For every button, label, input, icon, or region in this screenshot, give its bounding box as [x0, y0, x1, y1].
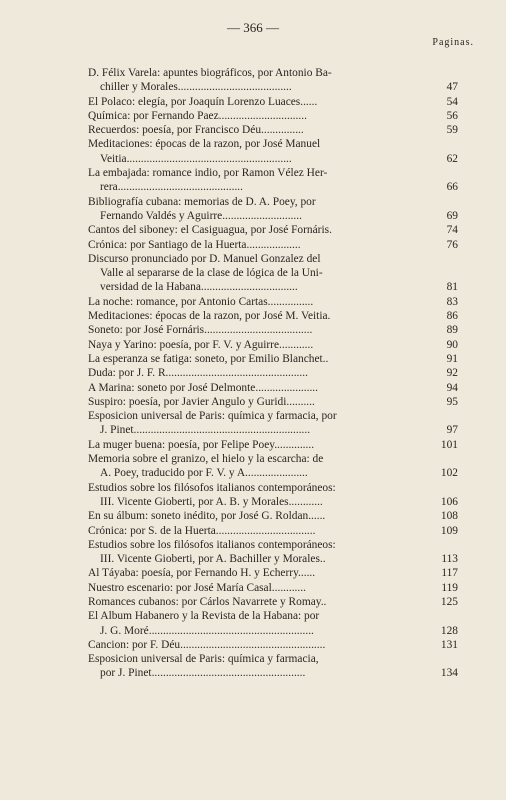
- toc-entry-text: Romances cubanos: por Cárlos Navarrete y Romay..: [88, 595, 327, 608]
- toc-entry-page: 97: [446, 424, 458, 437]
- toc-entry-text: rera............................................: [100, 181, 243, 194]
- toc-entry-text: Memoria sobre el granizo, el hielo y la escarcha: de: [88, 453, 324, 466]
- toc-entry-line: [88, 366, 458, 380]
- toc-entry: [88, 223, 458, 237]
- toc-entry: [88, 481, 458, 510]
- toc-entry-line: [88, 152, 458, 166]
- toc-entry: [88, 452, 458, 481]
- toc-entry-page: 92: [446, 367, 458, 380]
- toc-entry-text: Discurso pronunciado por D. Manuel Gonzalez del: [88, 252, 321, 265]
- toc-entry-page: 54: [446, 95, 458, 108]
- toc-entry: [88, 566, 458, 580]
- toc-entry-line: [88, 509, 458, 523]
- toc-entry-text: III. Vicente Gioberti, por A. Bachiller y Morales..: [100, 553, 326, 566]
- toc-entry: [88, 123, 458, 137]
- toc-entry-text: Crónica: por S. de la Huerta...................................: [88, 524, 316, 537]
- toc-entry: [88, 638, 458, 652]
- toc-entry-line: [88, 137, 458, 151]
- toc-entry-text: En su álbum: soneto inédito, por José G. Roldan......: [88, 510, 326, 523]
- toc-entry-line: [88, 538, 458, 552]
- toc-entry-page: 95: [446, 395, 458, 408]
- toc-entry-line: [88, 252, 458, 266]
- toc-entry-text: Crónica: por Santiago de la Huerta...................: [88, 238, 301, 251]
- toc-entry-page: 62: [446, 152, 458, 165]
- toc-entry-page: 89: [446, 324, 458, 337]
- toc-entry-text: Recuerdos: poesía, por Francisco Déu...............: [88, 124, 304, 137]
- toc-entry-line: [88, 423, 458, 437]
- toc-entry-text: El Polaco: elegía, por Joaquín Lorenzo Luaces......: [88, 95, 318, 108]
- toc-entry-text: J. Pinet..............................................................: [100, 424, 311, 437]
- toc-entry-page: 113: [441, 553, 458, 566]
- toc-entry-text: La noche: romance, por Antonio Cartas................: [88, 295, 314, 308]
- toc-entry-line: [88, 395, 458, 409]
- toc-entry-text: Fernando Valdés y Aguirre............................: [100, 209, 302, 222]
- toc-entry-page: 90: [446, 338, 458, 351]
- toc-entry-line: [88, 481, 458, 495]
- toc-entry-line: [88, 609, 458, 623]
- toc-entry-line: [88, 80, 458, 94]
- toc-entry-text: Cancion: por F. Déu...................................................: [88, 638, 326, 651]
- toc-entry: [88, 166, 458, 195]
- toc-entry-text: Soneto: por José Fornáris......................................: [88, 324, 313, 337]
- toc-entry-line: [88, 438, 458, 452]
- toc-entry-page: 117: [441, 567, 458, 580]
- toc-entry: [88, 352, 458, 366]
- toc-entry-line: [88, 581, 458, 595]
- table-of-contents: [88, 66, 458, 681]
- toc-entry: [88, 338, 458, 352]
- toc-entry-text: Esposicion universal de Paris: química y farmacia, por: [88, 410, 337, 423]
- toc-entry-page: 125: [440, 595, 458, 608]
- toc-entry-text: La muger buena: poesía, por Felipe Poey..............: [88, 438, 315, 451]
- toc-entry-text: La esperanza se fatiga: soneto, por Emilio Blanchet..: [88, 352, 329, 365]
- toc-entry-line: [88, 495, 458, 509]
- toc-entry-text: versidad de la Habana..................................: [100, 281, 298, 294]
- toc-entry-page: 131: [440, 638, 458, 651]
- toc-entry: [88, 509, 458, 523]
- toc-entry-line: [88, 295, 458, 309]
- toc-entry-page: 69: [446, 209, 458, 222]
- toc-entry-text: J. G. Moré..........................................................: [100, 624, 314, 637]
- toc-entry-page: 86: [446, 310, 458, 323]
- toc-entry-text: Química: por Fernando Paez...............................: [88, 109, 307, 122]
- toc-entry: [88, 381, 458, 395]
- toc-entry: [88, 366, 458, 380]
- toc-entry-page: 128: [440, 624, 458, 637]
- toc-entry-text: Nuestro escenario: por José María Casal............: [88, 581, 306, 594]
- toc-entry-page: 94: [446, 381, 458, 394]
- toc-entry-text: Bibliografía cubana: memorias de D. A. Poey, por: [88, 195, 316, 208]
- toc-entry: [88, 238, 458, 252]
- toc-entry-page: 81: [446, 281, 458, 294]
- toc-entry-page: 109: [440, 524, 458, 537]
- toc-entry-line: [88, 595, 458, 609]
- toc-entry: [88, 323, 458, 337]
- toc-entry: [88, 438, 458, 452]
- toc-entry-page: 56: [446, 109, 458, 122]
- toc-entry-line: [88, 180, 458, 194]
- toc-entry-line: [88, 638, 458, 652]
- toc-entry-line: [88, 123, 458, 137]
- toc-entry-line: [88, 524, 458, 538]
- toc-entry-page: 91: [446, 352, 458, 365]
- toc-entry: [88, 581, 458, 595]
- toc-entry-line: [88, 309, 458, 323]
- toc-entry: [88, 309, 458, 323]
- toc-entry: [88, 538, 458, 567]
- toc-entry-text: Cantos del siboney: el Casiguagua, por José Fornáris.: [88, 224, 332, 237]
- toc-entry-line: [88, 266, 458, 280]
- toc-entry-line: [88, 466, 458, 480]
- toc-entry-line: [88, 195, 458, 209]
- toc-entry: [88, 595, 458, 609]
- toc-entry: [88, 109, 458, 123]
- toc-entry: [88, 66, 458, 95]
- toc-entry-line: [88, 381, 458, 395]
- toc-entry: [88, 252, 458, 295]
- toc-entry-page: 108: [440, 510, 458, 523]
- toc-entry-text: El Album Habanero y la Revista de la Habana: por: [88, 610, 320, 623]
- toc-entry-page: 106: [440, 495, 458, 508]
- toc-entry-text: D. Félix Varela: apuntes biográficos, por Antonio Ba-: [88, 67, 332, 79]
- toc-entry-page: 101: [440, 438, 458, 451]
- toc-entry-line: [88, 624, 458, 638]
- toc-entry-line: [88, 223, 458, 237]
- toc-entry-text: A. Poey, traducido por F. V. y A......................: [100, 467, 308, 480]
- toc-entry-page: 76: [446, 238, 458, 251]
- toc-entry-text: Meditaciones: épocas de la razon, por José Manuel: [88, 138, 321, 151]
- toc-entry-line: [88, 666, 458, 680]
- pages-column-label: Paginas.: [432, 37, 474, 48]
- toc-entry-page: 119: [441, 581, 458, 594]
- toc-entry-text: III. Vicente Gioberti, por A. B. y Morales............: [100, 495, 323, 508]
- toc-entry-text: Veitia..........................................................: [100, 152, 292, 165]
- toc-entry-line: [88, 338, 458, 352]
- toc-entry: [88, 195, 458, 224]
- page-number: — 366 —: [227, 20, 279, 35]
- toc-entry-line: [88, 552, 458, 566]
- toc-entry-line: [88, 566, 458, 580]
- toc-entry-line: [88, 109, 458, 123]
- toc-entry-line: [88, 66, 458, 80]
- toc-entry: [88, 137, 458, 166]
- toc-entry-line: [88, 323, 458, 337]
- toc-entry: [88, 295, 458, 309]
- toc-entry-text: Valle al separarse de la clase de lógica de la Uni-: [100, 267, 323, 280]
- toc-entry-text: Suspiro: poesía, por Javier Angulo y Guridi..........: [88, 395, 315, 408]
- toc-entry: [88, 652, 458, 681]
- toc-entry-text: Meditaciones: épocas de la razon, por José M. Veitia.: [88, 310, 331, 323]
- toc-entry-text: La embajada: romance indio, por Ramon Vélez Her-: [88, 167, 328, 180]
- toc-entry-text: A Marina: soneto por José Delmonte......................: [88, 381, 318, 394]
- toc-entry-line: [88, 452, 458, 466]
- toc-entry-text: por J. Pinet......................................................: [100, 667, 306, 680]
- toc-entry: [88, 395, 458, 409]
- toc-entry-page: 59: [446, 124, 458, 137]
- toc-entry-text: Esposicion universal de Paris: química y farmacia,: [88, 653, 319, 666]
- toc-entry-line: [88, 209, 458, 223]
- toc-entry-page: 47: [446, 81, 458, 94]
- toc-entry-text: Al Táyaba: poesía, por Fernando H. y Echerry......: [88, 567, 316, 580]
- toc-entry-text: Naya y Yarino: poesía, por F. V. y Aguirre............: [88, 338, 314, 351]
- toc-entry-line: [88, 238, 458, 252]
- toc-entry-line: [88, 652, 458, 666]
- toc-entry: [88, 524, 458, 538]
- toc-entry-page: 134: [440, 667, 458, 680]
- toc-entry-page: 83: [446, 295, 458, 308]
- toc-entry-line: [88, 95, 458, 109]
- toc-entry-page: 74: [446, 224, 458, 237]
- toc-entry-text: Estudios sobre los filósofos italianos contemporáneos:: [88, 481, 336, 494]
- toc-entry: [88, 95, 458, 109]
- toc-entry-page: 102: [440, 467, 458, 480]
- toc-entry-line: [88, 352, 458, 366]
- toc-entry-text: chiller y Morales........................................: [100, 81, 292, 94]
- toc-entry: [88, 409, 458, 438]
- toc-entry-line: [88, 280, 458, 294]
- toc-entry-line: [88, 166, 458, 180]
- toc-entry-text: Duda: por J. F. R..................................................: [88, 367, 308, 380]
- toc-entry: [88, 609, 458, 638]
- toc-entry-line: [88, 409, 458, 423]
- toc-entry-page: 66: [446, 181, 458, 194]
- toc-entry-text: Estudios sobre los filósofos italianos contemporáneos:: [88, 538, 336, 551]
